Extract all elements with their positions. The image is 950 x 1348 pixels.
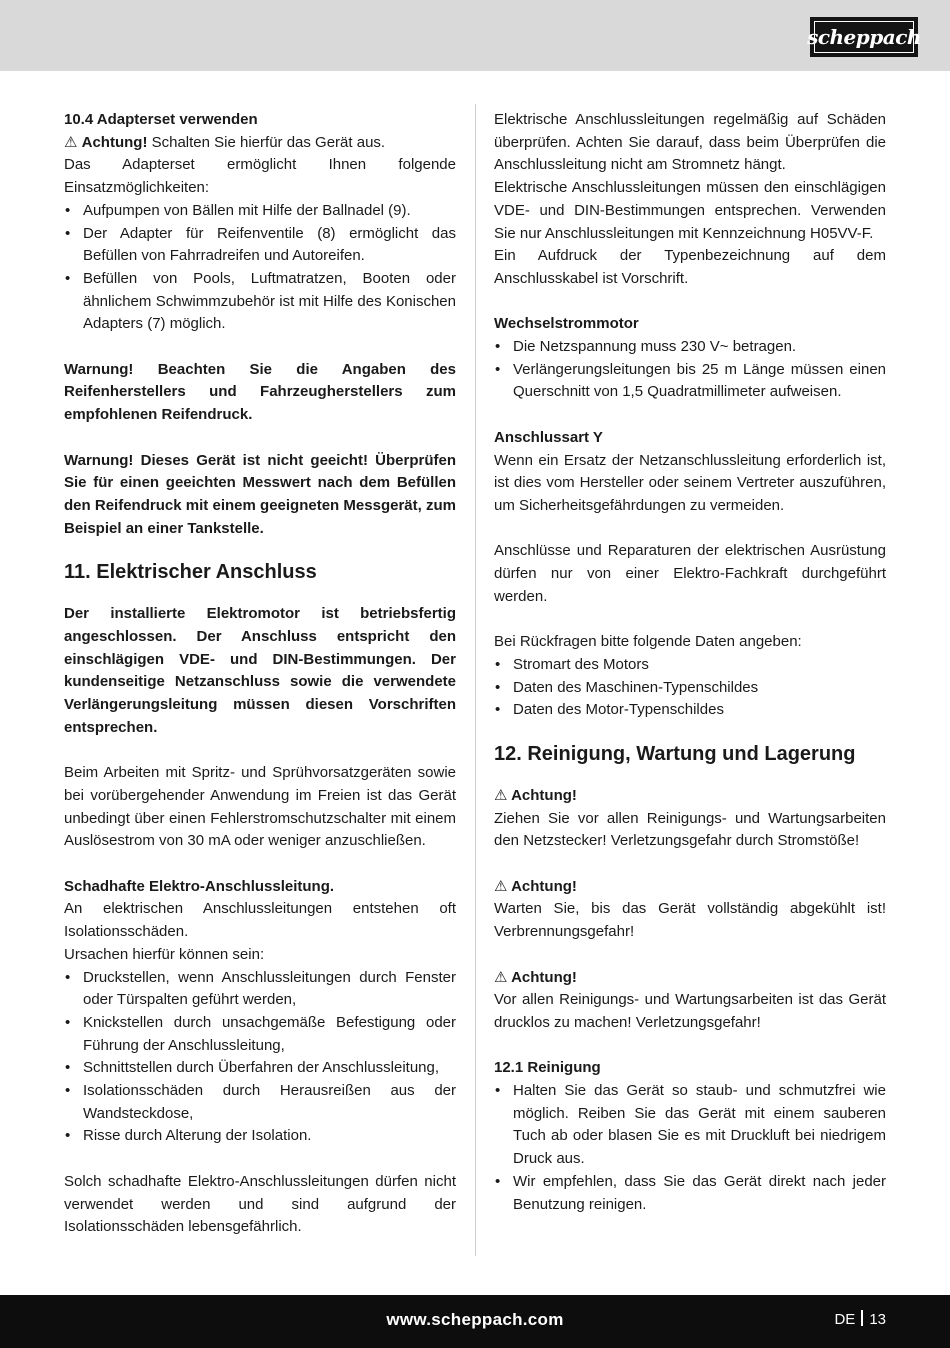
column-divider	[475, 104, 476, 1256]
list-item: • Verlängerungsleitungen bis 25 m Länge müssen einen Querschnitt von 1,5 Quadratmillimeter aufweisen.	[494, 359, 886, 404]
damaged-cable-title: Schadhafte Elektro-Anschlussleitung.	[64, 877, 335, 895]
section-11-intro: Der installierte Elektromotor ist betriebsfertig angeschlossen. Der Anschluss entspricht den einschlägigen VDE- und DIN-Bestimmungen. Der kundenseitige Netzanschluss sowie die verwendete Verlängerungsleitung müssen diesen Vorschriften entsprechen.	[64, 605, 456, 736]
list-item: • Schnittstellen durch Überfahren der Anschlussleitung,	[64, 1057, 456, 1080]
cleaning-list	[494, 1080, 886, 1216]
connection-type-text: Wenn ein Ersatz der Netzanschlussleitung erforderlich ist, ist dies vom Hersteller oder seinem Vertreter auszuführen, um Sicherheitsgefährdungen zu vermeiden.	[494, 451, 886, 514]
list-item: • Wir empfehlen, dass Sie das Gerät direkt nach jeder Benutzung reinigen.	[494, 1171, 886, 1216]
attention-text-2: Warten Sie, bis das Gerät vollständig abgekühlt ist! Verbrennungsgefahr!	[494, 900, 886, 941]
page-number: 13	[869, 1311, 886, 1328]
damaged-cable-conclusion: Solch schadhafte Elektro-Anschlussleitungen dürfen nicht verwendet werden und sind aufgrund der Isolationsschäden lebensgefährlich.	[64, 1172, 456, 1236]
attention-heading-3: ⚠ Achtung!	[494, 968, 577, 986]
language-code: DE	[834, 1311, 856, 1328]
section-10-4-warning	[64, 132, 456, 155]
footer-bar	[0, 1295, 950, 1348]
list-item: • Risse durch Alterung der Isolation.	[64, 1125, 456, 1148]
list-item: • Daten des Maschinen-Typenschildes	[494, 677, 886, 700]
inquiry-list	[494, 654, 886, 722]
damaged-cable-causes-intro: Ursachen hierfür können sein:	[64, 945, 265, 963]
header-bar	[0, 0, 950, 71]
calibration-warning: Warnung! Dieses Gerät ist nicht geeicht! Überprüfen Sie für einen geeichten Messwert nach dem Befüllen den Reifendruck mit einem geeigneten Messgerät, zum Beispiel an einer Tankstelle.	[64, 451, 456, 537]
right-column	[494, 109, 886, 1216]
left-column	[64, 109, 456, 1239]
cable-check-text: Elektrische Anschlussleitungen regelmäßig auf Schäden überprüfen. Achten Sie darauf, dass beim Überprüfen die Anschlussleitung nicht am Stromnetz hängt.	[494, 111, 886, 174]
list-item: • Druckstellen, wenn Anschlussleitungen durch Fenster oder Türspalten geführt werden,	[64, 967, 456, 1012]
warning-icon: ⚠	[64, 133, 78, 151]
ac-motor-title: Wechselstrommotor	[494, 315, 639, 333]
attention-text-3: Vor allen Reinigungs- und Wartungsarbeiten ist das Gerät drucklos zu machen! Verletzungsgefahr!	[494, 991, 886, 1031]
cable-imprint-text: Ein Aufdruck der Typenbezeichnung auf dem Anschlusskabel ist Vorschrift.	[494, 247, 886, 287]
brand-logo-text: scheppach	[814, 21, 914, 53]
attention-text-1: Ziehen Sie vor allen Reinigungs- und Wartungsarbeiten den Netzstecker! Verletzungsgefahr durch Stromstöße!	[494, 809, 886, 850]
attention-heading-1: ⚠ Achtung!	[494, 786, 577, 804]
section-10-4-title: 10.4 Adapterset verwenden	[64, 111, 258, 128]
section-12-title: 12. Reinigung, Wartung und Lagerung	[494, 742, 856, 765]
warning-text: Schalten Sie hierfür das Gerät aus.	[147, 133, 386, 151]
brand-logo	[807, 17, 921, 57]
list-item: • Isolationsschäden durch Herausreißen aus der Wandsteckdose,	[64, 1080, 456, 1125]
warning-icon: ⚠	[494, 968, 508, 986]
list-item: • Der Adapter für Reifenventile (8) ermöglicht das Befüllen von Fahrradreifen und Autoreifen.	[64, 223, 456, 268]
list-item: • Halten Sie das Gerät so staub- und schmutzfrei wie möglich. Reiben Sie das Gerät mit einem sauberen Tuch ab oder blasen Sie es mit Druckluft bei niedrigem Druck aus.	[494, 1080, 886, 1171]
adapter-uses-list	[64, 200, 456, 336]
connection-type-title: Anschlussart Y	[494, 428, 603, 446]
page-separator	[861, 1310, 863, 1326]
tire-pressure-warning: Warnung! Beachten Sie die Angaben des Reifenherstellers und Fahrzeugherstellers zum empfohlenen Reifendruck.	[64, 360, 456, 424]
damaged-cable-text: An elektrischen Anschlussleitungen entstehen oft Isolationsschäden.	[64, 900, 456, 941]
repair-text: Anschlüsse und Reparaturen der elektrischen Ausrüstung dürfen nur von einer Elektro-Fachkraft durchgeführt werden.	[494, 542, 886, 605]
list-item: • Die Netzspannung muss 230 V~ betragen.	[494, 336, 886, 359]
section-10-4-intro: Das Adapterset ermöglicht Ihnen folgende Einsatzmöglichkeiten:	[64, 156, 456, 197]
section-11-paragraph: Beim Arbeiten mit Spritz- und Sprühvorsatzgeräten sowie bei vorübergehender Anwendung im Freien ist das Gerät unbedingt über einen Fehlerstromschutzschalter mit einem Auslösestrom von 30 mA oder weniger anzuschließen.	[64, 764, 456, 850]
damage-causes-list	[64, 967, 456, 1149]
footer-url: www.scheppach.com	[386, 1310, 564, 1329]
ac-motor-list	[494, 336, 886, 404]
warning-icon: ⚠	[494, 786, 508, 804]
warning-label: Achtung!	[81, 133, 148, 151]
list-item: • Befüllen von Pools, Luftmatratzen, Booten oder ähnlichem Schwimmzubehör ist mit Hilfe des Konischen Adapters (7) möglich.	[64, 268, 456, 336]
cable-standards-text: Elektrische Anschlussleitungen müssen den einschlägigen VDE- und DIN-Bestimmungen entsprechen. Verwenden Sie nur Anschlussleitungen mit Kennzeichnung H05VV-F.	[494, 179, 886, 242]
warning-icon: ⚠	[494, 877, 508, 895]
list-item: • Stromart des Motors	[494, 654, 886, 677]
list-item: • Aufpumpen von Bällen mit Hilfe der Ballnadel (9).	[64, 200, 456, 223]
attention-heading-2: ⚠ Achtung!	[494, 877, 577, 895]
section-12-1-title: 12.1 Reinigung	[494, 1059, 601, 1077]
section-11-title: 11. Elektrischer Anschluss	[64, 561, 317, 584]
list-item: • Daten des Motor-Typenschildes	[494, 699, 886, 722]
page-indicator	[834, 1309, 886, 1332]
list-item: • Knickstellen durch unsachgemäße Befestigung oder Führung der Anschlussleitung,	[64, 1012, 456, 1057]
inquiry-text: Bei Rückfragen bitte folgende Daten angeben:	[494, 633, 802, 651]
